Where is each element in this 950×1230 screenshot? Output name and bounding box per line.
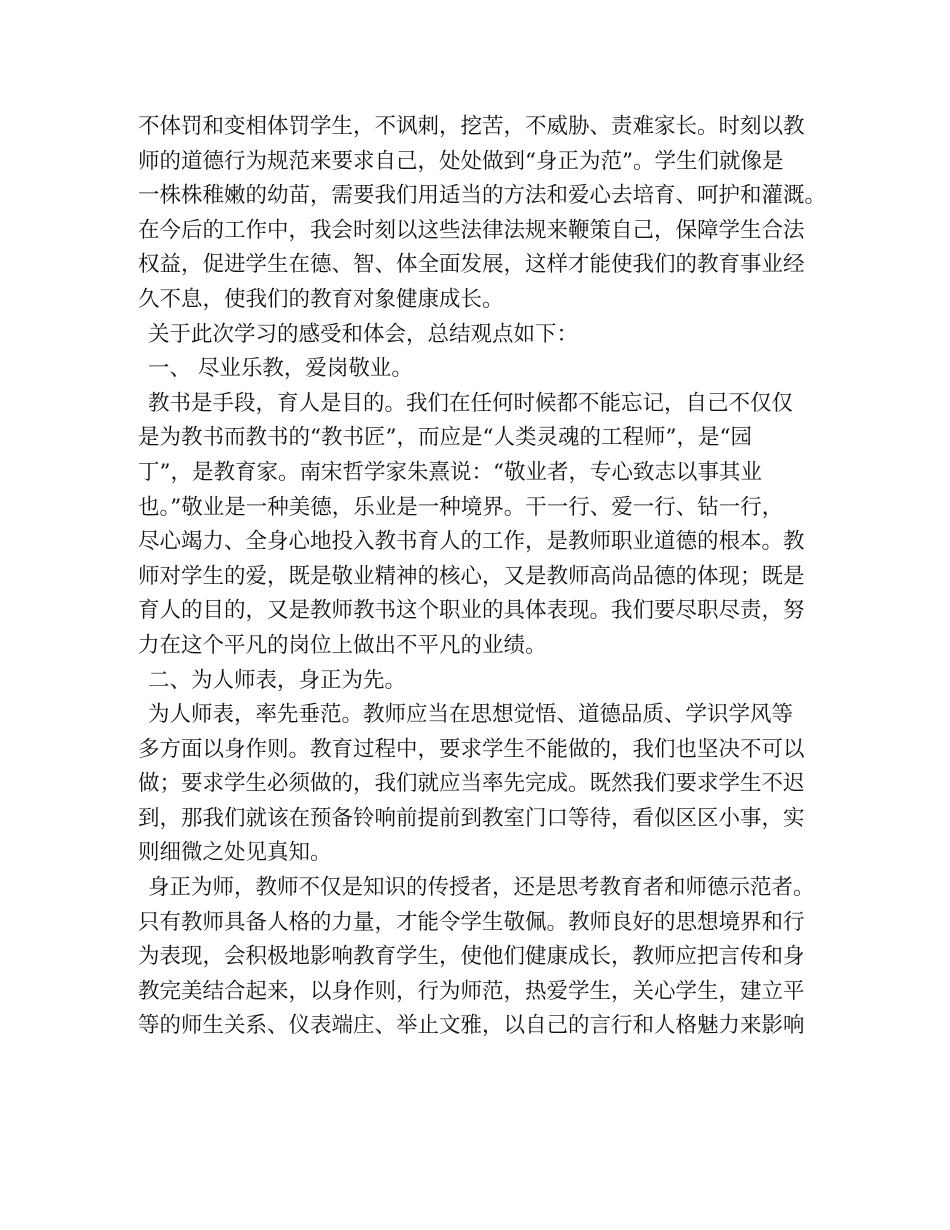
text-line: 权益，促进学生在德、智、体全面发展，这样才能使我们的教育事业经	[138, 252, 805, 278]
text-line: 不体罚和变相体罚学生，不讽刺，挖苦，不威胁、责难家长。时刻以教	[138, 114, 805, 139]
text-line: 教书是手段，育人是目的。我们在任何时候都不能忘记，自己不仅仅	[148, 390, 794, 416]
text-line: 是为教书而教书的“教书匠”，而应是“人类灵魂的工程师”，是“园	[138, 425, 752, 451]
text-line: 育人的目的，又是教师教书这个职业的具体表现。我们要尽职尽责，努	[138, 598, 805, 624]
text-line: 多方面以身作则。教育过程中，要求学生不能做的，我们也坚决不可以	[138, 736, 805, 762]
summary-intro: 关于此次学习的感受和体会，总结观点如下：	[148, 321, 579, 347]
document-body	[138, 110, 827, 1044]
text-line: 则细微之处见真知。	[138, 840, 332, 866]
text-line: 在今后的工作中，我会时刻以这些法律法规来鞭策自己，保障学生合法	[138, 217, 805, 243]
text-line: 也。”敬业是一种美德，乐业是一种境界。干一行、爱一行、钻一行，	[138, 494, 784, 520]
text-line: 尽心竭力、全身心地投入教书育人的工作，是教师职业道德的根本。教	[138, 529, 805, 555]
text-line: 师对学生的爱，既是敬业精神的核心，又是教师高尚品德的体现；既是	[138, 563, 805, 589]
text-line: 等的师生关系、仪表端庄、举止文雅，以自己的言行和人格魅力来影响	[138, 1013, 805, 1039]
text-line: 久不息，使我们的教育对象健康成长。	[138, 286, 504, 312]
text-line: 做；要求学生必须做的，我们就应当率先完成。既然我们要求学生不迟	[138, 771, 805, 797]
text-line: 一株株稚嫩的幼苗，需要我们用适当的方法和爱心去培育、呵护和灌溉。	[138, 183, 827, 209]
text-line: 身正为师，教师不仅是知识的传授者，还是思考教育者和师德示范者。	[148, 875, 815, 901]
text-line: 为表现，会积极地影响教育学生，使他们健康成长，教师应把言传和身	[138, 944, 805, 970]
text-line: 到，那我们就该在预备铃响前提前到教室门口等待，看似区区小事，实	[138, 805, 805, 831]
text-line: 丁”，是教育家。南宋哲学家朱熹说：“敬业者，专心致志以事其业	[138, 459, 762, 485]
section-heading-2: 二、为人师表，身正为先。	[148, 667, 407, 693]
text-line: 师的道德行为规范来要求自己，处处做到“身正为范”。学生们就像是	[138, 148, 784, 174]
text-line: 为人师表，率先垂范。教师应当在思想觉悟、道德品质、学识学风等	[148, 702, 794, 728]
text-line: 只有教师具备人格的力量，才能令学生敬佩。教师良好的思想境界和行	[138, 909, 805, 935]
text-line: 教完美结合起来，以身作则，行为师范，热爱学生，关心学生，建立平	[138, 978, 805, 1004]
section-heading-1: 一、 尽业乐教，爱岗敬业。	[148, 356, 413, 382]
text-line: 力在这个平凡的岗位上做出不平凡的业绩。	[138, 632, 547, 658]
